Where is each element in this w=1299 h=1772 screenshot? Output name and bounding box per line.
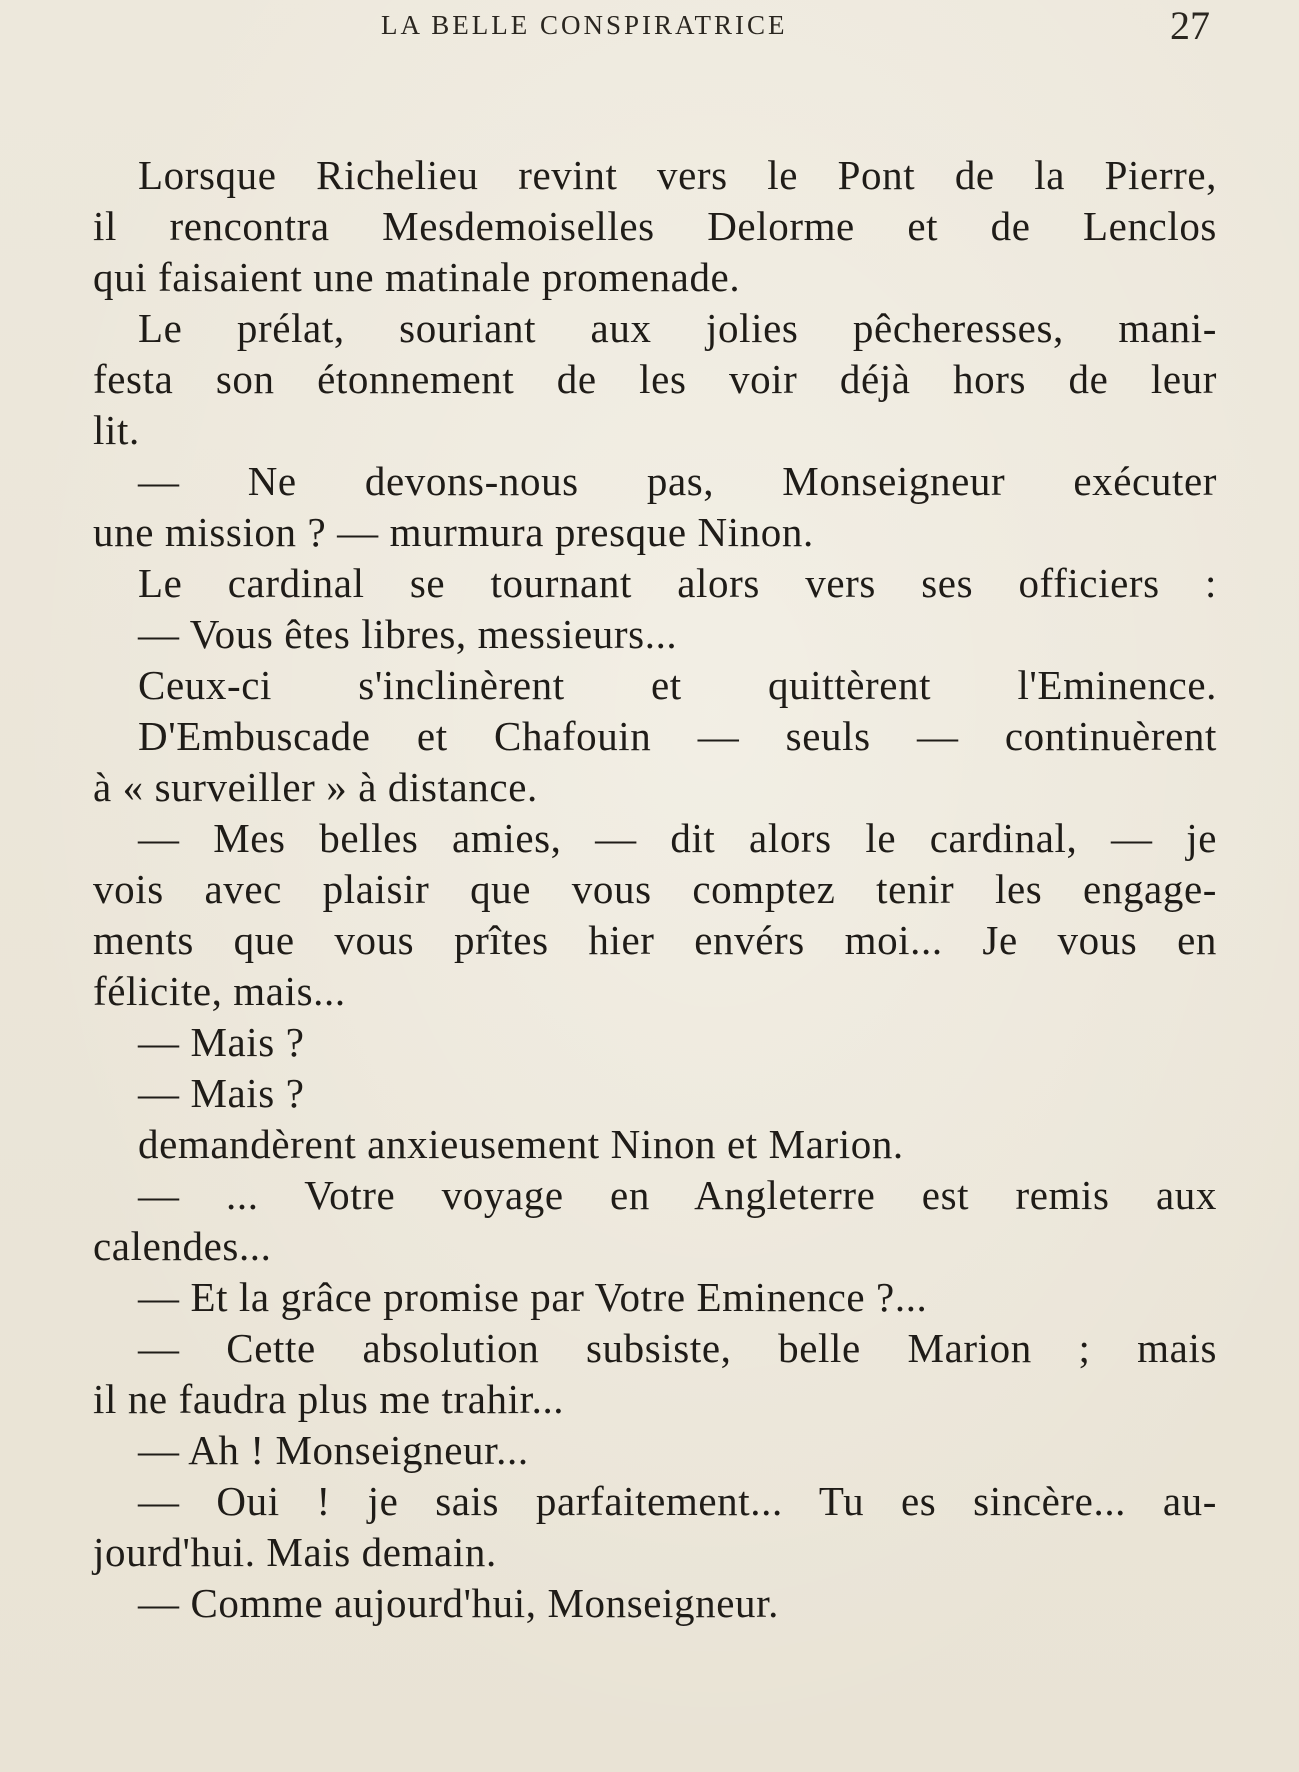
text-line: vois avec plaisir que vous comptez tenir les engage- [93, 866, 1217, 912]
running-title: LA BELLE CONSPIRATRICE [381, 10, 788, 40]
text-line: Le prélat, souriant aux jolies pêcheresses, mani- [138, 305, 1217, 351]
text-line: calendes... [93, 1223, 272, 1269]
text-line: il ne faudra plus me trahir... [93, 1376, 565, 1422]
text-line: — Oui ! je sais parfaitement... Tu es sincère... au- [138, 1478, 1217, 1524]
page-number: 27 [1170, 3, 1210, 48]
text-line: festa son étonnement de les voir déjà hors de leur [93, 356, 1217, 402]
text-line: — Mais ? [138, 1070, 305, 1116]
text-line: félicite, mais... [93, 968, 346, 1014]
text-line: lit. [93, 407, 140, 453]
text-line: une mission ? — murmura presque Ninon. [93, 509, 814, 555]
text-line: — Comme aujourd'hui, Monseigneur. [138, 1580, 779, 1626]
text-line: il rencontra Mesdemoiselles Delorme et de Lenclos [93, 203, 1217, 249]
text-line: Ceux-ci s'inclinèrent et quittèrent l'Eminence. [138, 662, 1217, 708]
text-line: demandèrent anxieusement Ninon et Marion. [138, 1121, 904, 1167]
text-line: qui faisaient une matinale promenade. [93, 254, 741, 300]
body-text [93, 150, 1217, 1629]
text-line: — ... Votre voyage en Angleterre est remis aux [138, 1172, 1217, 1218]
text-line: — Ah ! Monseigneur... [138, 1427, 529, 1473]
text-line: à « surveiller » à distance. [93, 764, 538, 810]
text-line: — Vous êtes libres, messieurs... [138, 611, 678, 657]
text-line: D'Embuscade et Chafouin — seuls — continuèrent [138, 713, 1217, 759]
text-line: — Et la grâce promise par Votre Eminence ?... [138, 1274, 928, 1320]
text-line: — Cette absolution subsiste, belle Marion ; mais [138, 1325, 1217, 1371]
text-line: Le cardinal se tournant alors vers ses officiers : [138, 560, 1217, 606]
text-line: — Mais ? [138, 1019, 305, 1065]
text-line: — Mes belles amies, — dit alors le cardinal, — je [138, 815, 1217, 861]
text-line: — Ne devons-nous pas, Monseigneur exécuter [138, 458, 1217, 504]
text-line: Lorsque Richelieu revint vers le Pont de la Pierre, [138, 152, 1217, 198]
text-line: ments que vous prîtes hier envérs moi... Je vous en [93, 917, 1217, 963]
text-line: jourd'hui. Mais demain. [93, 1529, 497, 1575]
